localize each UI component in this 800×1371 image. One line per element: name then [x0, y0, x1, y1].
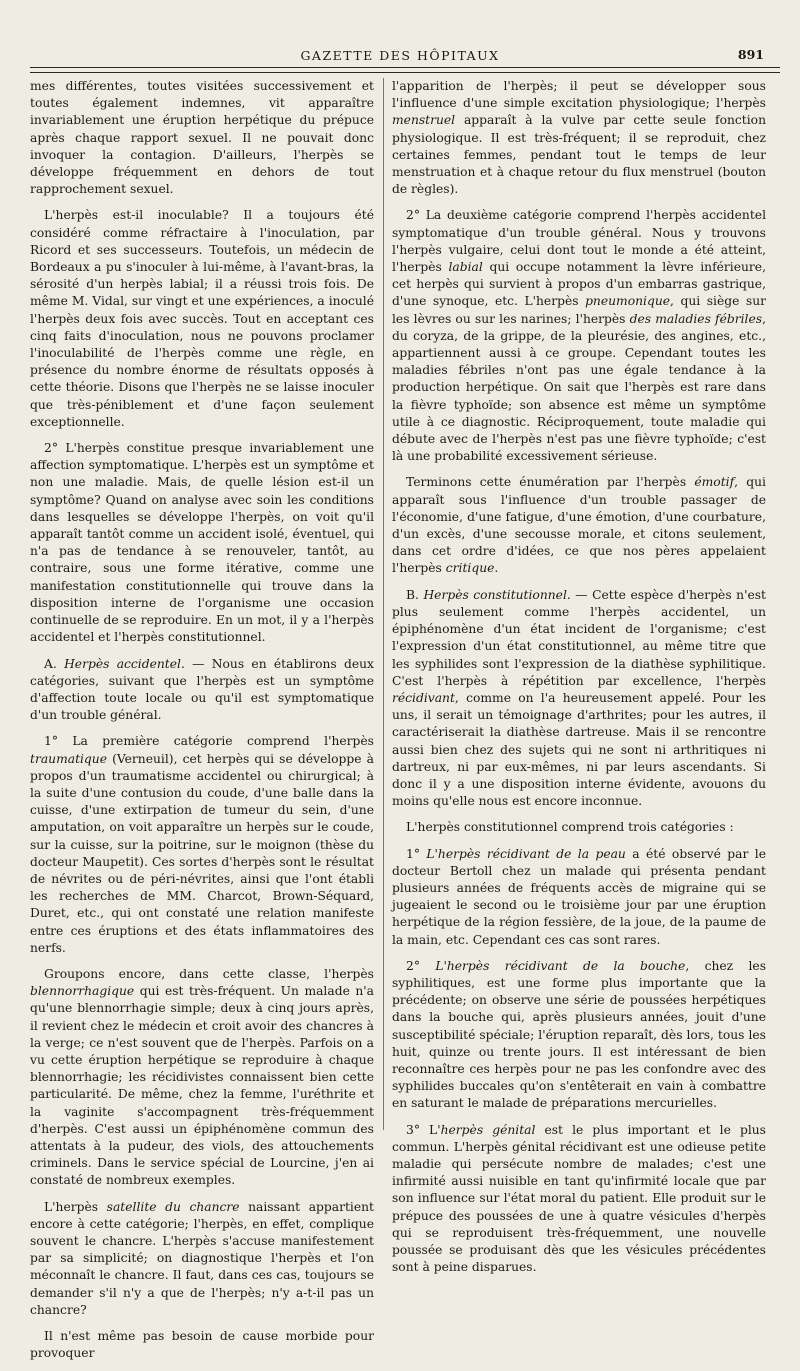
page-number: 891 [737, 47, 764, 62]
paragraph: 2° La deuxième catégorie comprend l'herpès accidentel symptomatique d'un trouble général. Nous y trouvons l'herpès vulgaire, celui dont tout le monde a été atteint, l'herpès labial qui occupe notamment la lèvre inférieure, cet herpès qui survient à propos d'un embarras gastrique, d'une synoque, etc. L'herpès pneumonique, qui siège sur les lèvres ou sur les narines; l'herpès des maladies fébriles, du coryza, de la grippe, de la pleurésie, des angines, etc., appartiennent aussi à ce groupe. Cependant toutes les maladies fébriles n'ont pas une égale tendance à la production herpétique. On sait que l'herpès est rare dans la fièvre typhoïde; son absence est même un symptôme utile à ce diagnostic. Réciproquement, toute maladie qui débute avec de l'herpès n'est pas une fièvre typhoïde; c'est là une probabilité excessivement sérieuse. [392, 208, 766, 464]
paragraph: 2° L'herpès récidivant de la bouche, chez les syphilitiques, est une forme plus importante que la précédente; on observe une série de poussées herpétiques dans la bouche qui, après plusieurs années, jouit d'une susceptibilité spéciale; l'éruption reparaît, dès lors, tous les huit, quinze ou trente jours. Il est intéressant de bien reconnaître ces herpès pour ne pas les confondre avec des syphilides buccales qu'on s'entêterait en vain à combattre en saturant le malade de préparations mercurielles. [392, 958, 767, 1111]
paragraph: Il n'est même pas besoin de cause morbide pour provoquer [30, 1329, 374, 1361]
paragraph: 3° L'herpès génital est le plus important et le plus commun. L'herpès génital récidivant est une odieuse petite maladie qui persécute nombre de malades; c'est une infirmité aussi nuisible en tant qu'infirmité locale que par son influence sur l'état moral du patient. Elle produit sur le prépuce des poussées de une à quatre vésicules d'herpès qui se reproduisent très-fréquemment, une nouvelle poussée se produisant dès que les vésicules précédentes sont à peine disparues. [392, 1122, 766, 1275]
paragraph: 1° L'herpès récidivant de la peau a été observé par le docteur Bertoll chez un malade qui présenta pendant plusieurs années de fréquents accès de migraine qui se jugeaient le second ou le troisième jour par une éruption herpétique de la région fessière, de la joue, de la paume de la main, etc. Cependant ces cas sont rares. [392, 846, 766, 947]
paragraph: mes différentes, toutes visitées successivement et toutes également indemnes, vit apparaître invariablement une éruption herpétique du prépuce après chaque rapport sexuel. Il ne pouvait donc invoquer la contagion. D'ailleurs, l'herpès se développe fréquemment en dehors de tout rapprochement sexuel. [30, 79, 374, 197]
running-title: GAZETTE DES HÔPITAUX [300, 48, 500, 63]
paragraph: 1° La première catégorie comprend l'herpès traumatique (Verneuil), cet herpès qui se développe à propos d'un traumatisme accidentel ou chirurgical; à la suite d'une contusion du coude, d'une balle dans la cuisse, d'une extirpation de tumeur du sein, d'une amputation, on voit apparaître un herpès sur le coude, sur la cuisse, sur la poitrine, sur le moignon (thèse du docteur Maupetit). Ces sortes d'herpès sont le résultat de névrites ou de péri-névrites, ainsi que l'ont établi les recherches de MM. Charcot, Brown-Séquard, Duret, etc., qui ont constaté une relation manifeste entre ces éruptions et des états inflammatoires des nerfs. [30, 734, 374, 955]
column-divider [383, 78, 384, 1130]
left-column [30, 78, 374, 1371]
paragraph: 2° L'herpès constitue presque invariablement une affection symptomatique. L'herpès est un symptôme et non une maladie. Mais, de quelle lésion est-il un symptôme? Quand on analyse avec soin les conditions dans lesquelles se développe l'herpès, on voit qu'il apparaît tantôt comme un accident isolé, éventuel, qui n'a pas de tendance à se renouveler, tantôt, au contraire, sous une forme itérative, comme une manifestation constitutionnelle qui trouve dans la disposition interne de l'organisme une occasion continuelle de se reproduire. En un mot, il y a l'herpès accidentel et l'herpès constitutionnel. [30, 441, 374, 645]
paragraph: L'herpès constitutionnel comprend trois catégories : [406, 820, 734, 835]
page-header [30, 44, 770, 66]
paragraph: Terminons cette énumération par l'herpès émotif, qui apparaît sous l'influence d'un trouble passager de l'économie, d'une fatigue, d'une émotion, d'une courbature, d'un excès, d'une secousse morale, et citons seulement, dans cet ordre d'idées, ce que nos pères appelaient l'herpès critique. [392, 475, 766, 576]
paragraph: L'herpès satellite du chancre naissant appartient encore à cette catégorie; l'herpès, en effet, complique souvent le chancre. L'herpès s'accuse manifestement par sa simplicité; on diagnostique l'herpès et l'on méconnaît le chancre. Il faut, dans ces cas, toujours se demander s'il n'y a que de l'herpès; n'y a-t-il pas un chancre? [30, 1199, 374, 1317]
paragraph: L'herpès est-il inoculable? Il a toujours été considéré comme réfractaire à l'inoculation, par Ricord et ses successeurs. Toutefois, un médecin de Bordeaux a pu s'inoculer à lui-même, à l'avant-bras, la sérosité d'un herpès labial; il a réussi trois fois. De même M. Vidal, sur vingt et une expériences, a inoculé l'herpès deux fois avec succès. Tout en acceptant ces cinq faits d'inoculation, nous ne pouvons proclamer l'inoculabilité de l'herpès comme une règle, en présence du nombre énorme de résultats opposés à cette théorie. Disons que l'herpès ne se laisse inoculer que très-péniblement et d'une façon seulement exceptionnelle. [30, 208, 374, 429]
header-rule-thick [30, 67, 780, 68]
paragraph: A. Herpès accidentel. — Nous en établirons deux catégories, suivant que l'herpès est un symptôme d'affection toute locale ou qu'il est symptomatique d'un trouble général. [30, 656, 374, 723]
header-rule-thin [30, 72, 780, 73]
paragraph: l'apparition de l'herpès; il peut se développer sous l'influence d'une simple excitation physiologique; l'herpès menstruel apparaît à la vulve par cette seule fonction physiologique. Il est très-fréquent; il se reproduit, chez certaines femmes, pendant tout le temps de leur menstruation et à chaque retour du flux menstruel (bouton de règles). [392, 79, 766, 197]
paragraph: B. Herpès constitutionnel. — Cette espèce d'herpès n'est plus seulement comme l'herpès accidentel, un épiphénomène d'un état incident de l'organisme; c'est l'expression d'un état constitutionnel, au même titre que les syphilides sont l'expression de la diathèse syphilitique. C'est l'herpès à répétition par excellence, l'herpès récidivant, comme on l'a heureusement appelé. Pour les uns, il serait un témoignage d'arthrites; pour les autres, il caractériserait la diathèse dartreuse. Mais il se rencontre aussi bien chez des sujets qui ne sont ni arthritiques ni dartreux, ni par eux-mêmes, ni par leurs ascendants. Si donc il y a une disposition interne évidente, avouons du moins qu'elle nous est encore inconnue. [392, 587, 766, 809]
paragraph: Groupons encore, dans cette classe, l'herpès blennorrhagique qui est très-fréquent. Un malade n'a qu'une blennorrhagie simple; deux à cinq jours après, il revient chez le médecin et croit avoir des chancres à la verge; ce n'est souvent que de l'herpès. Parfois on a vu cette éruption herpétique se reproduire à chaque blennorrhagie; les récidivistes connaissent bien cette particularité. De même, chez la femme, l'uréthrite et la vaginite s'accompagnent très-fréquemment d'herpès. C'est aussi un épiphénomène commun des attentats à la pudeur, des viols, des attouchements criminels. Dans le service spécial de Lourcine, j'en ai constaté de nombreux exemples. [30, 966, 374, 1188]
right-column [392, 78, 766, 1285]
